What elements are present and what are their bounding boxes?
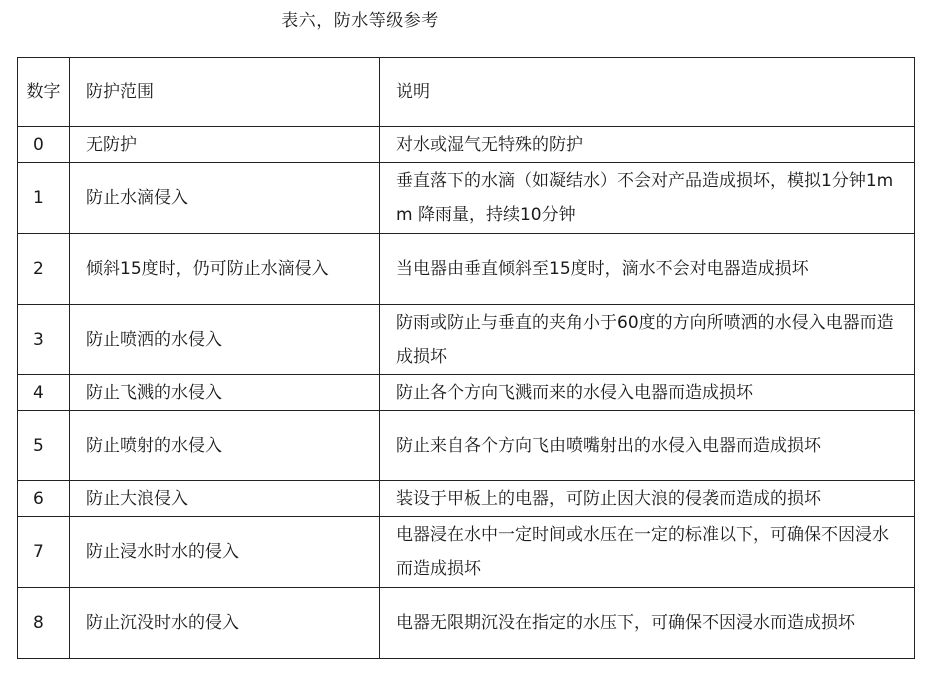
grade-number: 5 [18,411,70,481]
grade-number: 7 [18,517,70,588]
grade-number: 4 [18,375,70,411]
grade-description: 防止来自各个方向飞由喷嘴射出的水侵入电器而造成损坏 [380,411,915,481]
header-description: 说明 [380,58,915,127]
table-row [18,127,915,163]
grade-description: 垂直落下的水滴（如凝结水）不会对产品造成损坏，模拟1分钟1mm 降雨量，持续10分钟 [380,163,915,234]
table-row [18,517,915,588]
grade-number: 1 [18,163,70,234]
table-row [18,163,915,234]
grade-number: 3 [18,305,70,375]
protection-scope: 防止飞溅的水侵入 [70,375,380,411]
protection-scope: 无防护 [70,127,380,163]
table-row [18,588,915,659]
table-row [18,375,915,411]
waterproof-grade-table [17,57,915,659]
protection-scope: 防止喷洒的水侵入 [70,305,380,375]
table-row [18,234,915,305]
protection-scope: 防止喷射的水侵入 [70,411,380,481]
grade-description: 当电器由垂直倾斜至15度时，滴水不会对电器造成损坏 [380,234,915,305]
grade-description: 电器浸在水中一定时间或水压在一定的标准以下，可确保不因浸水而造成损坏 [380,517,915,588]
grade-number: 0 [18,127,70,163]
grade-number: 8 [18,588,70,659]
header-number: 数字 [18,58,70,127]
protection-scope: 防止浸水时水的侵入 [70,517,380,588]
table-row [18,305,915,375]
protection-scope: 倾斜15度时，仍可防止水滴侵入 [70,234,380,305]
header-scope: 防护范围 [70,58,380,127]
table-row [18,411,915,481]
protection-scope: 防止水滴侵入 [70,163,380,234]
protection-scope: 防止大浪侵入 [70,481,380,517]
grade-description: 装设于甲板上的电器，可防止因大浪的侵袭而造成的损坏 [380,481,915,517]
grade-number: 2 [18,234,70,305]
protection-scope: 防止沉没时水的侵入 [70,588,380,659]
grade-description: 防止各个方向飞溅而来的水侵入电器而造成损坏 [380,375,915,411]
table-header-row [18,58,915,127]
grade-number: 6 [18,481,70,517]
table-caption: 表六，防水等级参考 [281,11,439,31]
table-row [18,481,915,517]
grade-description: 电器无限期沉没在指定的水压下，可确保不因浸水而造成损坏 [380,588,915,659]
grade-description: 对水或湿气无特殊的防护 [380,127,915,163]
grade-description: 防雨或防止与垂直的夹角小于60度的方向所喷洒的水侵入电器而造成损坏 [380,305,915,375]
